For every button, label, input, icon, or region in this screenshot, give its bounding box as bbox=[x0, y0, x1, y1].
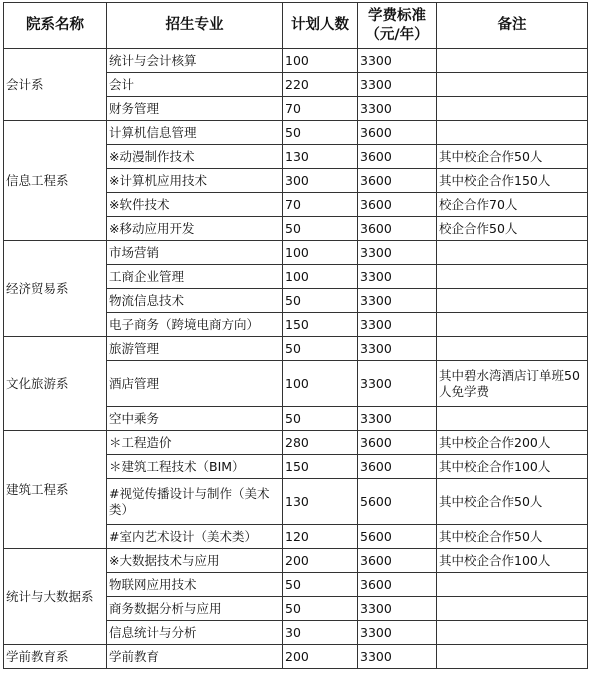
plan-cell: 100 bbox=[283, 361, 358, 407]
note-cell: 其中校企合作100人 bbox=[437, 549, 588, 573]
note-cell bbox=[437, 73, 588, 97]
major-cell: 酒店管理 bbox=[107, 361, 283, 407]
note-cell bbox=[437, 121, 588, 145]
plan-cell: 50 bbox=[283, 121, 358, 145]
major-cell: ※动漫制作技术 bbox=[107, 145, 283, 169]
plan-cell: 130 bbox=[283, 479, 358, 525]
major-cell: 市场营销 bbox=[107, 241, 283, 265]
plan-cell: 100 bbox=[283, 241, 358, 265]
plan-cell: 50 bbox=[283, 289, 358, 313]
note-cell bbox=[437, 621, 588, 645]
fee-cell: 3300 bbox=[358, 97, 437, 121]
plan-cell: 200 bbox=[283, 645, 358, 669]
note-cell: 其中校企合作200人 bbox=[437, 431, 588, 455]
header-plan: 计划人数 bbox=[283, 3, 358, 49]
note-cell: 其中校企合作150人 bbox=[437, 169, 588, 193]
fee-cell: 3300 bbox=[358, 337, 437, 361]
major-cell: 财务管理 bbox=[107, 97, 283, 121]
major-cell: ＊工程造价 bbox=[107, 431, 283, 455]
fee-cell: 3300 bbox=[358, 289, 437, 313]
note-cell bbox=[437, 645, 588, 669]
fee-cell: 3600 bbox=[358, 455, 437, 479]
major-cell: 物联网应用技术 bbox=[107, 573, 283, 597]
department-cell: 会计系 bbox=[4, 49, 107, 121]
plan-cell: 50 bbox=[283, 337, 358, 361]
plan-cell: 50 bbox=[283, 597, 358, 621]
note-cell: 校企合作70人 bbox=[437, 193, 588, 217]
major-cell: 商务数据分析与应用 bbox=[107, 597, 283, 621]
fee-cell: 3600 bbox=[358, 549, 437, 573]
major-cell: ※移动应用开发 bbox=[107, 217, 283, 241]
major-cell: 信息统计与分析 bbox=[107, 621, 283, 645]
plan-cell: 100 bbox=[283, 265, 358, 289]
note-cell bbox=[437, 241, 588, 265]
plan-cell: 120 bbox=[283, 525, 358, 549]
major-cell: ＊建筑工程技术（BIM） bbox=[107, 455, 283, 479]
department-cell: 建筑工程系 bbox=[4, 431, 107, 549]
note-cell bbox=[437, 289, 588, 313]
fee-cell: 3300 bbox=[358, 645, 437, 669]
table-row bbox=[4, 549, 588, 573]
fee-cell: 3600 bbox=[358, 573, 437, 597]
fee-cell: 3300 bbox=[358, 597, 437, 621]
note-cell: 校企合作50人 bbox=[437, 217, 588, 241]
table-row bbox=[4, 121, 588, 145]
major-cell: 会计 bbox=[107, 73, 283, 97]
major-cell: ※大数据技术与应用 bbox=[107, 549, 283, 573]
fee-cell: 3600 bbox=[358, 431, 437, 455]
note-cell bbox=[437, 597, 588, 621]
note-cell bbox=[437, 407, 588, 431]
plan-cell: 150 bbox=[283, 313, 358, 337]
fee-cell: 3300 bbox=[358, 361, 437, 407]
header-fee: 学费标准（元/年） bbox=[358, 3, 437, 49]
fee-cell: 3600 bbox=[358, 145, 437, 169]
header-note: 备注 bbox=[437, 3, 588, 49]
note-cell bbox=[437, 313, 588, 337]
note-cell: 其中校企合作50人 bbox=[437, 145, 588, 169]
fee-cell: 5600 bbox=[358, 525, 437, 549]
plan-cell: 130 bbox=[283, 145, 358, 169]
note-cell bbox=[437, 337, 588, 361]
plan-cell: 70 bbox=[283, 193, 358, 217]
table-row bbox=[4, 241, 588, 265]
major-cell: 计算机信息管理 bbox=[107, 121, 283, 145]
department-cell: 统计与大数据系 bbox=[4, 549, 107, 645]
fee-cell: 3600 bbox=[358, 217, 437, 241]
major-cell: 学前教育 bbox=[107, 645, 283, 669]
major-cell: 空中乘务 bbox=[107, 407, 283, 431]
department-cell: 信息工程系 bbox=[4, 121, 107, 241]
plan-cell: 50 bbox=[283, 573, 358, 597]
department-cell: 经济贸易系 bbox=[4, 241, 107, 337]
note-cell: 其中校企合作100人 bbox=[437, 455, 588, 479]
fee-cell: 5600 bbox=[358, 479, 437, 525]
enrollment-table bbox=[3, 2, 588, 669]
plan-cell: 70 bbox=[283, 97, 358, 121]
major-cell: ※软件技术 bbox=[107, 193, 283, 217]
fee-cell: 3600 bbox=[358, 121, 437, 145]
major-cell: 电子商务（跨境电商方向） bbox=[107, 313, 283, 337]
note-cell bbox=[437, 49, 588, 73]
plan-cell: 280 bbox=[283, 431, 358, 455]
table-row bbox=[4, 645, 588, 669]
header-department: 院系名称 bbox=[4, 3, 107, 49]
header-major: 招生专业 bbox=[107, 3, 283, 49]
plan-cell: 220 bbox=[283, 73, 358, 97]
fee-cell: 3600 bbox=[358, 169, 437, 193]
note-cell: 其中碧水湾酒店订单班50人免学费 bbox=[437, 361, 588, 407]
department-cell: 文化旅游系 bbox=[4, 337, 107, 431]
department-cell: 学前教育系 bbox=[4, 645, 107, 669]
table-row bbox=[4, 49, 588, 73]
note-cell bbox=[437, 265, 588, 289]
major-cell: 工商企业管理 bbox=[107, 265, 283, 289]
fee-cell: 3600 bbox=[358, 193, 437, 217]
table-body bbox=[4, 49, 588, 669]
plan-cell: 150 bbox=[283, 455, 358, 479]
fee-cell: 3300 bbox=[358, 49, 437, 73]
major-cell: 物流信息技术 bbox=[107, 289, 283, 313]
major-cell: ※计算机应用技术 bbox=[107, 169, 283, 193]
fee-cell: 3300 bbox=[358, 73, 437, 97]
fee-cell: 3300 bbox=[358, 241, 437, 265]
note-cell: 其中校企合作50人 bbox=[437, 479, 588, 525]
major-cell: 旅游管理 bbox=[107, 337, 283, 361]
plan-cell: 30 bbox=[283, 621, 358, 645]
plan-cell: 50 bbox=[283, 217, 358, 241]
header-row bbox=[4, 3, 588, 49]
note-cell bbox=[437, 573, 588, 597]
plan-cell: 100 bbox=[283, 49, 358, 73]
fee-cell: 3300 bbox=[358, 313, 437, 337]
major-cell: 统计与会计核算 bbox=[107, 49, 283, 73]
fee-cell: 3300 bbox=[358, 407, 437, 431]
major-cell: #室内艺术设计（美术类） bbox=[107, 525, 283, 549]
fee-cell: 3300 bbox=[358, 265, 437, 289]
table-row bbox=[4, 431, 588, 455]
note-cell bbox=[437, 97, 588, 121]
plan-cell: 200 bbox=[283, 549, 358, 573]
plan-cell: 50 bbox=[283, 407, 358, 431]
note-cell: 其中校企合作50人 bbox=[437, 525, 588, 549]
table-row bbox=[4, 337, 588, 361]
plan-cell: 300 bbox=[283, 169, 358, 193]
major-cell: #视觉传播设计与制作（美术类） bbox=[107, 479, 283, 525]
fee-cell: 3300 bbox=[358, 621, 437, 645]
